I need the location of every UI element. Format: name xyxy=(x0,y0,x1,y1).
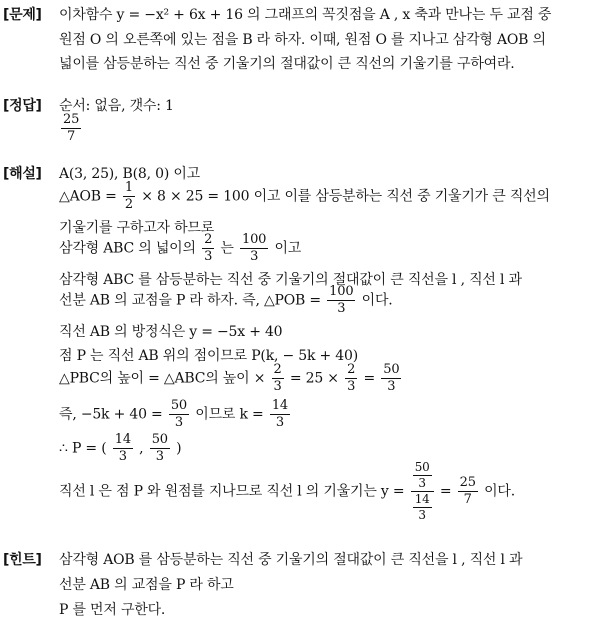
text: 선분 AB 의 교점을 P 라 하자. 즉, △POB = xyxy=(59,292,321,309)
text: 이다. xyxy=(361,292,393,309)
text: = xyxy=(439,483,452,500)
fraction xyxy=(270,398,290,431)
complex-numerator xyxy=(411,460,434,492)
text: 직선 l 은 점 P 와 원점를 지나므로 직선 l 의 기울기는 y = xyxy=(59,483,405,500)
text: 이므로 k = xyxy=(195,406,264,423)
numerator: 100 xyxy=(329,284,354,299)
solution-line-8: 점 P 는 직선 AB 위의 점이므로 P(k, − 5k + 40) xyxy=(59,348,358,364)
problem-line-3: 넓이를 삼등분하는 직선 중 기울기의 절대값이 큰 직선의 기울기를 구하여라. xyxy=(59,56,515,72)
denominator: 3 xyxy=(337,301,346,316)
fraction xyxy=(240,232,268,265)
hint-line-1: 삼각형 AOB 를 삼등분하는 직선 중 기울기의 절대값이 큰 직선을 l , 직선 l 과 xyxy=(59,552,523,568)
denominator: 3 xyxy=(387,379,396,394)
numerator: 50 xyxy=(383,362,400,377)
text: ) xyxy=(176,440,182,457)
complex-denominator xyxy=(411,492,434,523)
numerator: 1 xyxy=(124,180,133,195)
fraction xyxy=(345,362,357,395)
solution-line-9 xyxy=(59,362,403,395)
denominator: 7 xyxy=(463,492,472,507)
text: 이고 xyxy=(274,240,302,257)
numerator: 25 xyxy=(63,112,80,127)
solution-line-7: 직선 AB 의 방정식은 y = −5x + 40 xyxy=(59,324,283,340)
fraction xyxy=(458,475,478,508)
solution-line-10 xyxy=(59,398,292,431)
problem-line-2: 원점 O 의 오른쪽에 있는 점을 B 라 하자. 이때, 원점 O 를 지나고 삼각형 AOB 의 xyxy=(59,32,546,48)
text: ∴ P = ( xyxy=(59,440,107,457)
denominator: 3 xyxy=(118,449,127,464)
denominator: 3 xyxy=(204,249,213,264)
numerator: 2 xyxy=(204,232,213,247)
text: 즉, −5k + 40 = xyxy=(59,406,163,423)
answer-fraction xyxy=(59,112,83,145)
numerator: 14 xyxy=(271,398,288,413)
text: 삼각형 ABC 의 넓이의 xyxy=(59,240,196,257)
complex-fraction xyxy=(411,460,434,523)
text: = 25 × xyxy=(289,370,339,387)
fraction xyxy=(272,362,284,395)
numerator: 2 xyxy=(347,362,356,377)
fraction xyxy=(123,180,135,213)
denominator: 3 xyxy=(418,508,426,522)
numerator: 50 xyxy=(151,432,168,447)
denominator: 2 xyxy=(124,197,133,212)
solution-line-4 xyxy=(59,232,301,265)
numerator: 100 xyxy=(242,232,267,247)
hint-tag: [힌트] xyxy=(3,552,42,568)
denominator: 3 xyxy=(250,249,259,264)
fraction xyxy=(202,232,214,265)
numerator: 14 xyxy=(114,432,131,447)
text: , xyxy=(139,440,144,457)
text: △AOB = xyxy=(59,188,117,205)
solution-tag: [해설] xyxy=(3,166,42,182)
text: × 8 × 25 = 100 이고 이를 삼등분하는 직선 중 기울기가 큰 직선의 xyxy=(141,188,550,205)
fraction xyxy=(381,362,401,395)
numerator: 2 xyxy=(273,362,282,377)
denominator: 7 xyxy=(67,129,76,144)
denominator: 3 xyxy=(273,379,282,394)
problem-line-1: 이차함수 y = −x² + 6x + 16 의 그래프의 꼭짓점을 A , x 축과 만나는 두 교점 중 xyxy=(59,7,552,23)
hint-line-2: 선분 AB 의 교점을 P 라 하고 xyxy=(59,577,234,593)
text: 이다. xyxy=(484,483,515,500)
denominator: 3 xyxy=(418,476,426,490)
solution-line-1: A(3, 25), B(8, 0) 이고 xyxy=(59,166,200,182)
text: △PBC의 높이 = △ABC의 높이 × xyxy=(59,370,266,387)
solution-line-2 xyxy=(59,180,550,213)
numerator: 25 xyxy=(459,475,476,490)
text: = xyxy=(363,370,375,387)
fraction xyxy=(169,398,189,431)
fraction xyxy=(327,284,355,317)
answer-line: 순서: 없음, 갯수: 1 xyxy=(59,98,174,114)
denominator: 3 xyxy=(275,415,284,430)
fraction xyxy=(61,112,81,145)
numerator: 14 xyxy=(414,492,430,506)
solution-line-12 xyxy=(59,460,515,523)
denominator: 3 xyxy=(155,449,164,464)
answer-tag: [정답] xyxy=(3,98,42,114)
solution-line-3: 기울기를 구하고자 하므로 xyxy=(59,220,215,236)
numerator: 50 xyxy=(414,460,430,474)
numerator: 50 xyxy=(170,398,187,413)
denominator: 3 xyxy=(174,415,183,430)
hint-line-3: P 를 먼저 구한다. xyxy=(59,602,166,618)
solution-line-6 xyxy=(59,284,393,317)
text: 는 xyxy=(220,240,234,257)
solution-line-5: 삼각형 ABC 를 삼등분하는 직선 중 기울기의 절대값이 큰 직선을 l , 직선 l 과 xyxy=(59,272,522,288)
problem-tag: [문제] xyxy=(3,7,42,23)
denominator: 3 xyxy=(347,379,356,394)
